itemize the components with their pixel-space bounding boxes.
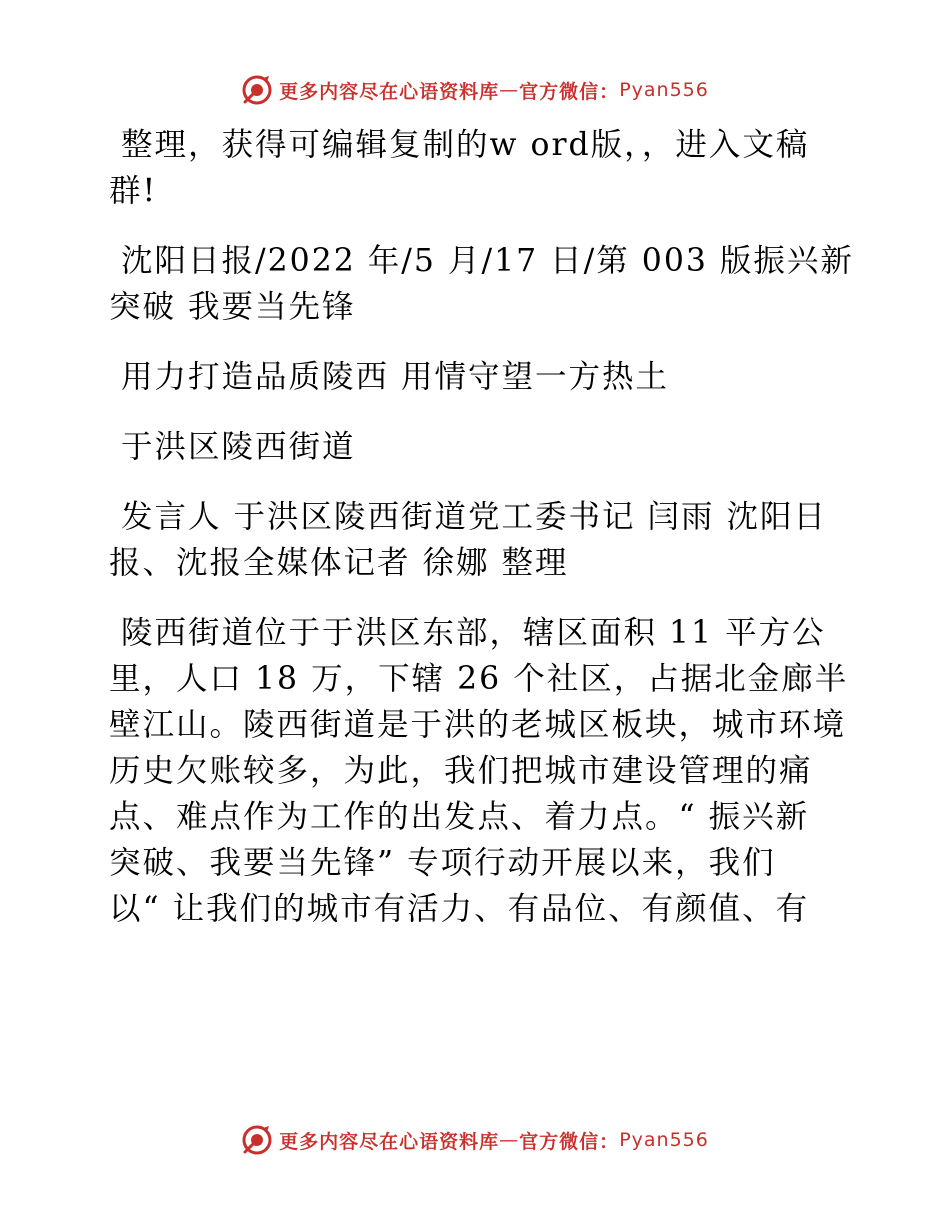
text-line: 点、难点作为工作的出发点、着力点。“ 振兴新 — [109, 799, 810, 835]
quill-circle-logo-icon — [241, 74, 273, 106]
watermark-text: 更多内容尽在心语资料库 — [279, 1130, 500, 1153]
text-line: 陵西街道位于于洪区东部，辖区面积 11 平方公 — [121, 615, 826, 651]
text-line: 突破 我要当先锋 — [109, 289, 356, 325]
text-line: 历史欠账较多，为此，我们把城市建设管理的痛 — [109, 753, 813, 789]
article-unit — [97, 424, 857, 470]
watermark-separator: — — [499, 1129, 520, 1151]
text-line: 整理，获得可编辑复制的w ord版，，进入文稿 — [121, 127, 810, 163]
text-line: 突破、我要当先锋” 专项行动开展以来，我们 — [109, 845, 776, 881]
paragraph-intro — [97, 122, 857, 214]
text-line: 于洪区陵西街道 — [121, 429, 356, 465]
watermark-text: 更多内容尽在心语资料库 — [279, 80, 500, 103]
watermark-wechat-id: Pyan556 — [619, 79, 709, 101]
text-line: 用力打造品质陵西 用情守望一方热土 — [121, 359, 670, 395]
text-line: 群! — [109, 173, 158, 209]
text-line: 发言人 于洪区陵西街道党工委书记 闫雨 沈阳日 — [121, 499, 828, 535]
text-line: 壁江山。陵西街道是于洪的老城区板块，城市环境 — [109, 707, 847, 743]
text-line: 报、沈报全媒体记者 徐娜 整理 — [109, 545, 569, 581]
article-headline — [97, 354, 857, 400]
watermark-wechat-label: 官方微信： — [519, 1130, 620, 1153]
text-line: 沈阳日报/2022 年/5 月/17 日/第 003 版振兴新 — [121, 243, 854, 279]
article-byline — [97, 494, 857, 586]
watermark-wechat-label: 官方微信： — [519, 80, 620, 103]
footer-watermark — [0, 1120, 950, 1160]
paragraph-body — [97, 610, 857, 932]
document-body — [97, 122, 857, 932]
text-line: 里，人口 18 万，下辖 26 个社区，占据北金廊半 — [109, 661, 849, 697]
header-watermark — [0, 70, 950, 110]
quill-circle-logo-icon — [241, 1124, 273, 1156]
text-line: 以“ 让我们的城市有活力、有品位、有颜值、有 — [109, 891, 810, 927]
watermark-wechat-id: Pyan556 — [619, 1129, 709, 1151]
paragraph-source — [97, 238, 857, 330]
watermark-separator: — — [499, 79, 520, 101]
